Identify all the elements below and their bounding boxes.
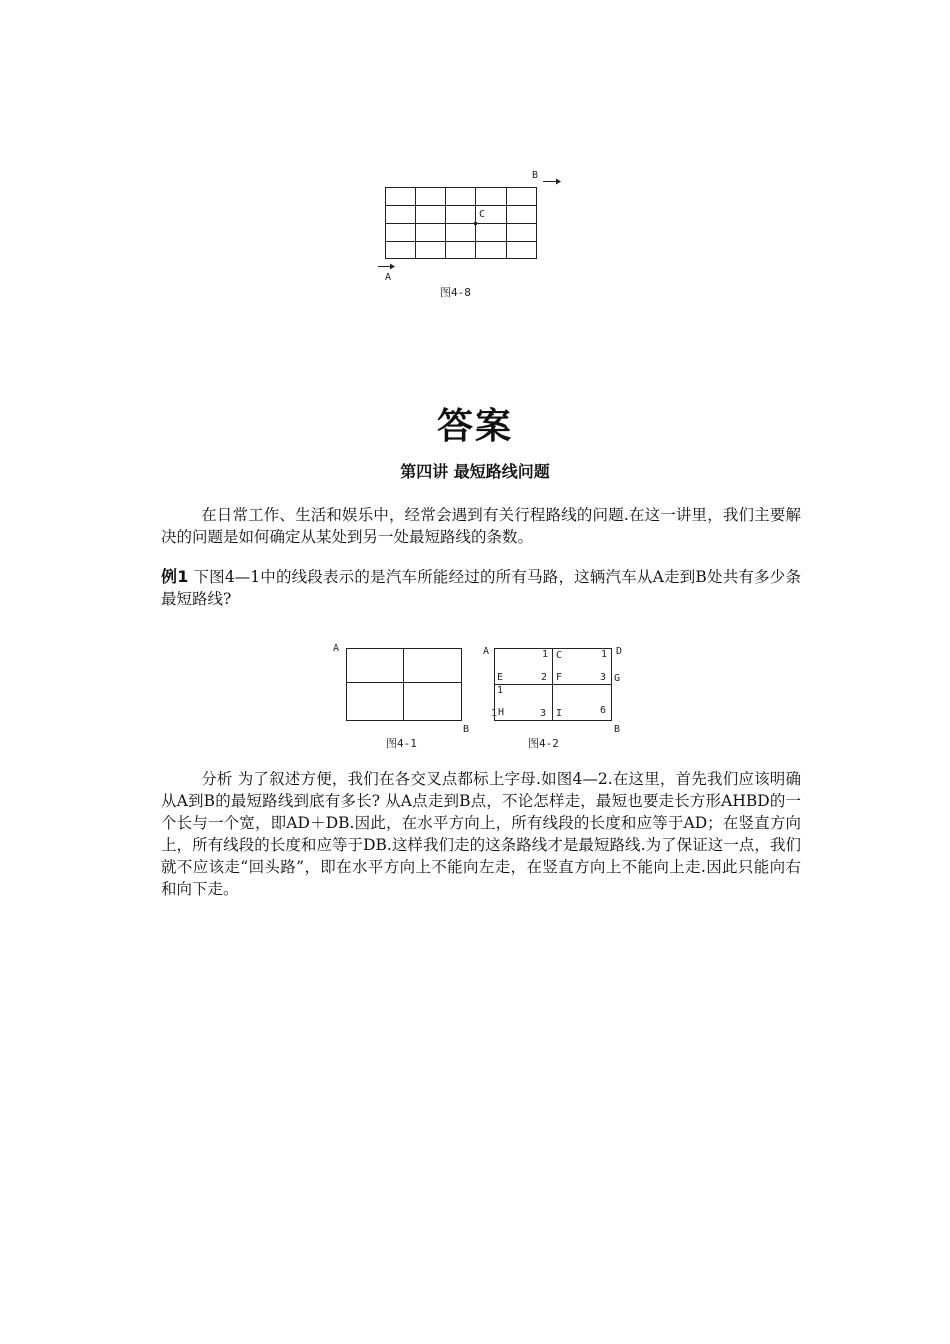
point-b-num: 6 — [600, 705, 607, 716]
intro-text: 在日常工作、生活和娱乐中，经常会遇到有关行程路线的问题.在这一讲里，我们主要解决的问题是如何确定从某处到另一处最短路线的条数。 — [161, 506, 801, 546]
point-a-label: A — [483, 646, 490, 657]
section-subtitle: 第四讲 最短路线问题 — [400, 462, 550, 481]
figure-4-2 — [480, 640, 640, 750]
point-h-label: H — [498, 707, 505, 718]
point-a-label: A — [333, 643, 340, 654]
example-1-paragraph — [161, 566, 801, 610]
point-e-num: 1 — [497, 685, 504, 696]
intro-paragraph — [161, 504, 801, 548]
figure-caption: 图4-8 — [440, 286, 471, 299]
point-d-label: D — [616, 646, 623, 657]
point-a-label: A — [385, 272, 392, 283]
point-i-num: 3 — [540, 708, 547, 719]
point-b-label: B — [614, 724, 621, 735]
point-c-num: 1 — [542, 649, 549, 660]
point-b-label: B — [532, 170, 539, 181]
point-f-label: F — [556, 672, 563, 683]
point-c-label: C — [556, 650, 563, 661]
point-e-label: E — [497, 672, 504, 683]
point-g-num: 3 — [600, 672, 607, 683]
figure-4-1 — [326, 640, 476, 750]
point-b-label: B — [463, 724, 470, 735]
point-g-label: G — [614, 673, 621, 684]
analysis-text: 分析 为了叙述方便，我们在各交叉点都标上字母.如图4—2.在这里，首先我们应该明确从A到B的最短路线到底有多长? 从A点走到B点，不论怎样走，最短也要走长方形AHBD的一个长与一个宽，即AD＋DB.因此，在水平方向上，所有线段的长度和应等于AD；在竖直方向上，所有线段的长度和应等于DB.这样我们走的这条路线才是最短路线.为了保证这一点，我们就不应该走“回头路”，即在水平方向上不能向左走，在竖直方向上不能向上走.因此只能向右和向下走。 — [161, 770, 801, 898]
figure-caption: 图4-2 — [528, 737, 559, 750]
analysis-paragraph — [161, 768, 801, 900]
point-f-num: 2 — [541, 672, 548, 683]
example-text: 下图4—1中的线段表示的是汽车所能经过的所有马路，这辆汽车从A走到B处共有多少条最短路线? — [161, 568, 801, 608]
example-label: 例1 — [161, 567, 189, 586]
point-d-num: 1 — [601, 649, 608, 660]
figure-caption: 图4-1 — [386, 737, 417, 750]
grid-4-1 — [326, 640, 476, 750]
figure-4-8 — [370, 165, 570, 305]
point-i-label: I — [556, 708, 563, 719]
page-title: 答案 — [436, 405, 513, 447]
point-c-label: C — [479, 209, 486, 220]
point-h-num: 1 — [491, 708, 498, 719]
